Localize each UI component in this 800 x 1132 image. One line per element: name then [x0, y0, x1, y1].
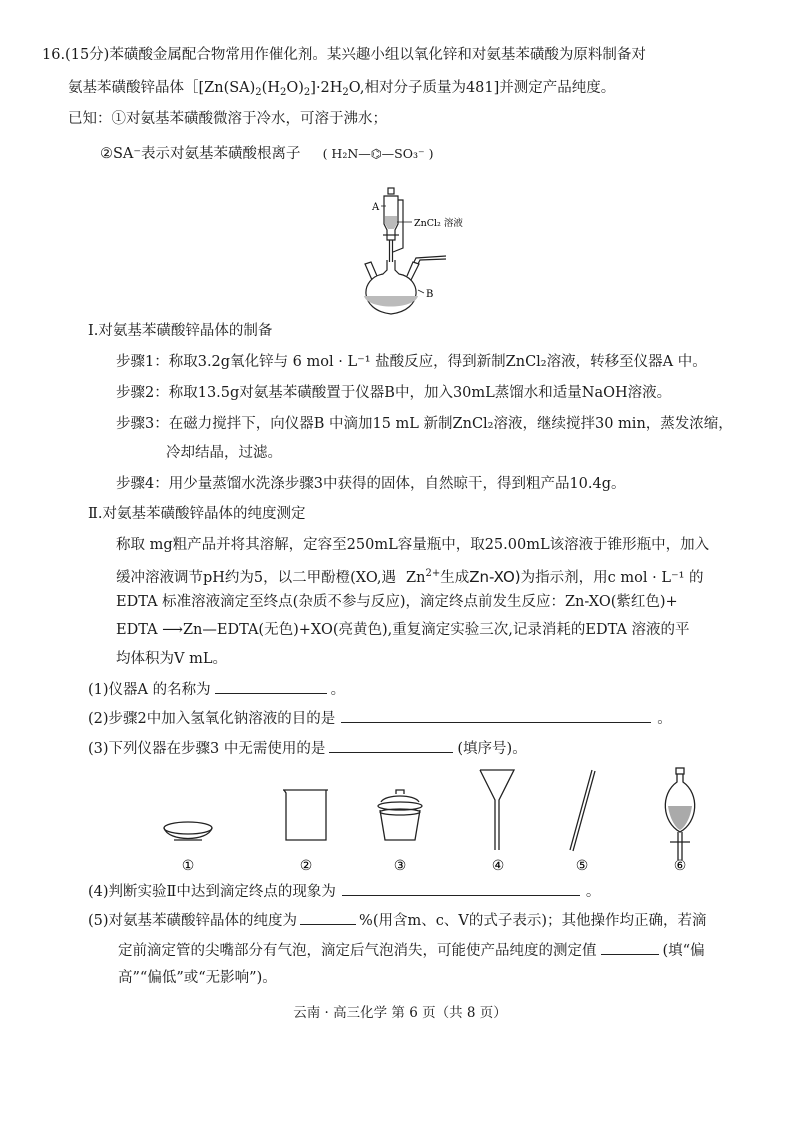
subq-5-cont: 定前滴定管的尖嘴部分有气泡，滴定后气泡消失，可能使产品纯度的测定值 (填“偏	[118, 939, 705, 962]
subq-1: (1)仪器A 的名称为 。	[88, 678, 345, 701]
funnel-icon	[480, 770, 514, 850]
subq-4: (4)判断实验Ⅱ中达到滴定终点的现象为 。	[88, 880, 600, 903]
part2-para-1: 称取 mg粗产品并将其溶解，定容至250mL容量瓶中，取25.00mL该溶液于锥形瓶中，加入	[116, 537, 710, 553]
label-zncl2: ZnCl₂ 溶液	[414, 218, 463, 229]
part2-para-3: EDTA 标准溶液滴定至终点(杂质不参与反应)，滴定终点前发生反应：Zn-XO(紫红色)+	[116, 594, 678, 610]
page-footer: 云南 · 高三化学 第 6 页（共 8 页）	[293, 1005, 507, 1021]
answer-blank-2[interactable]	[341, 707, 651, 723]
step-1: 步骤1：称取3.2g氧化锌与 6 mol · L⁻¹ 盐酸反应，得到新制ZnCl₂溶液，转移至仪器A 中。	[116, 354, 707, 370]
answer-blank-5b[interactable]	[601, 939, 659, 955]
instrument-label-6: ⑥	[673, 858, 687, 874]
step-3-cont: 冷却结晶，过滤。	[166, 445, 282, 461]
reaction-apparatus-diagram	[350, 178, 500, 318]
known-2: ②SA⁻表示对氨基苯磺酸根离子 ( H₂N—⌬—SO₃⁻ )	[100, 146, 434, 162]
beaker-icon	[283, 790, 328, 840]
glass-rod-icon	[570, 770, 595, 851]
step-3: 步骤3：在磁力搅拌下，向仪器B 中滴加15 mL 新制ZnCl₂溶液，继续搅拌30 min，蒸发浓缩，	[116, 416, 733, 432]
step-2: 步骤2：称取13.5g对氨基苯磺酸置于仪器B中，加入30mL蒸馏水和适量NaOH溶液。	[116, 385, 672, 401]
answer-blank-5a[interactable]	[300, 909, 356, 925]
crucible-icon	[378, 790, 422, 840]
part2-para-4: EDTA ⟶Zn—EDTA(无色)+XO(亮黄色),重复滴定实验三次,记录消耗的EDTA 溶液的平	[116, 622, 690, 638]
sa-structure: ( H₂N—⌬—SO₃⁻ )	[322, 146, 434, 161]
subq-3: (3)下列仪器在步骤3 中无需使用的是 (填序号)。	[88, 737, 527, 760]
part1-heading: Ⅰ.对氨基苯磺酸锌晶体的制备	[88, 323, 273, 339]
question-line-1: 16.(15分)苯磺酸金属配合物常用作催化剂。某兴趣小组以氧化锌和对氨基苯磺酸为原料制备对	[42, 47, 646, 63]
label-a: A	[372, 202, 380, 213]
subq-5: (5)对氨基苯磺酸锌晶体的纯度为 %(用含m、c、V的式子表示)；其他操作均正确，若滴	[88, 909, 706, 932]
answer-blank-4[interactable]	[342, 880, 580, 896]
instrument-label-5: ⑤	[575, 858, 589, 874]
instrument-label-1: ①	[181, 858, 195, 874]
instruments-figure	[140, 760, 720, 878]
answer-blank-1[interactable]	[215, 678, 327, 694]
evaporating-dish-icon	[164, 822, 212, 840]
subq-5-cont-2: 高”“偏低”或“无影响”)。	[118, 970, 277, 986]
known-1: 已知：①对氨基苯磺酸微溶于冷水，可溶于沸水；	[68, 111, 387, 127]
instrument-label-4: ④	[491, 858, 505, 874]
question-line-2: 氨基苯磺酸锌晶体$[[Zn(SA)_2(H_2O)_2]\cdot 2H_2O$,相对分子质量为481]并测定产品纯度。	[68, 80, 616, 98]
step-4: 步骤4：用少量蒸馏水洗涤步骤3中获得的固体，自然晾干，得到粗产品10.4g。	[116, 476, 626, 492]
part2-heading: Ⅱ.对氨基苯磺酸锌晶体的纯度测定	[88, 506, 306, 522]
label-b: B	[426, 289, 434, 300]
instrument-label-3: ③	[393, 858, 407, 874]
subq-2: (2)步骤2中加入氢氧化钠溶液的目的是 。	[88, 707, 672, 730]
part2-para-5: 均体积为V mL。	[116, 651, 227, 667]
part2-para-2: 缓冲溶液调节pH约为5，以二甲酚橙(XO,遇 $Zn^{2+}$生成Zn-XO)为指示剂，用c mol · L⁻¹ 的	[116, 568, 704, 586]
instrument-label-2: ②	[299, 858, 313, 874]
answer-blank-3[interactable]	[329, 737, 453, 753]
